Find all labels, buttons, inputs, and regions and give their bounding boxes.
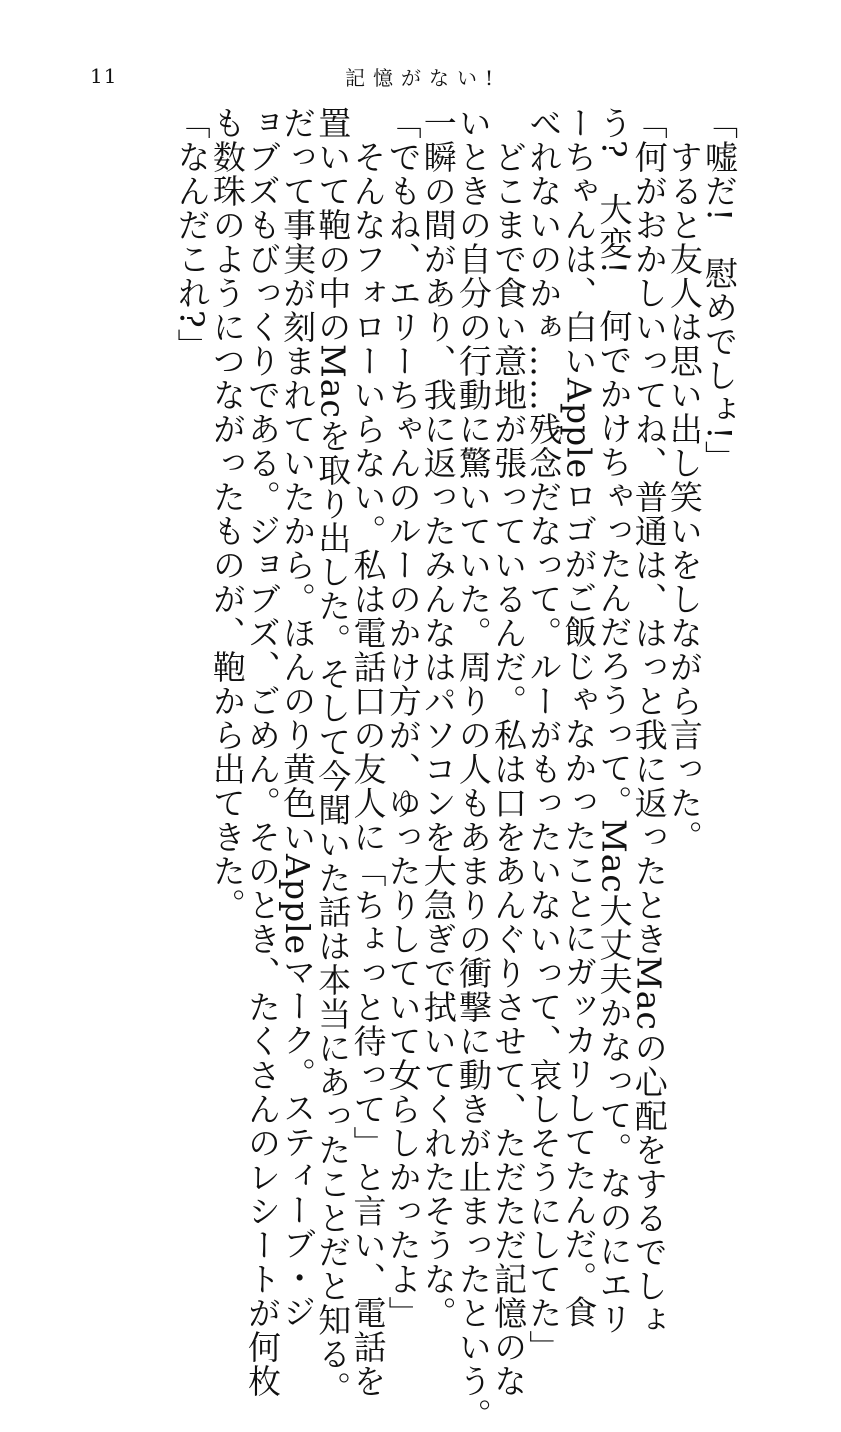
body-text [96, 106, 739, 1432]
text-line: 一瞬の間があり、我に返ったみんなはパソコンを大急ぎで拭いてくれたそうな。 [418, 106, 458, 1330]
text-line: も数珠のようにつながったものが、鞄から出てきた。 [207, 106, 247, 922]
text-line: 「なんだこれ?」 [172, 106, 212, 363]
text-line: う? 大変! 何でかけちゃったんだろうって。Mac大丈夫かなって。なのにエリ [594, 106, 634, 1336]
text-line: そんなフォローいらない。私は電話口の友人に「ちょっと待って」と言い、電話を [348, 106, 388, 1398]
text-line: べれないのかぁ……残念だなって。ルーがもったいないって、哀しそうにしてた」 [524, 106, 564, 1364]
page-number: 11 [90, 64, 118, 88]
running-header: 記憶がない! [345, 66, 502, 90]
text-line: 置いて鞄の中のMacを取り出した。そして今聞いた話は本当にあったことだと知る。 [313, 106, 353, 1405]
text-line: ョブズもびっくりである。ジョブズ、ごめん。そのとき、たくさんのレシートが何枚 [242, 106, 282, 1398]
text-line: 「でもね、エリーちゃんのルーのかけ方が、ゆったりしていて女らしかったよ」 [383, 106, 423, 1330]
text-line: すると友人は思い出し笑いをしながら言った。 [664, 106, 704, 854]
text-line: いときの自分の行動に驚いていた。周りの人もあまりの衝撃に動きが止まったという。 [453, 106, 493, 1432]
text-line: どこまで食い意地が張っているんだ。私は口をあんぐりさせて、ただただ記憶のな [489, 106, 529, 1398]
text-line: ーちゃんは、白いAppleロゴがご飯じゃなかったことにガッカリしてたんだ。食 [559, 106, 599, 1330]
text-line: 「何がおかしいってね、普通は、はっと我に返ったときMacの心配をするでしょ [629, 106, 669, 1337]
text-line: 「嘘だ! 慰めでしょ!」 [700, 106, 739, 475]
text-line: だって事実が刻まれていたから。ほんのり黄色いAppleマーク。スティーブ・ジ [278, 106, 318, 1330]
